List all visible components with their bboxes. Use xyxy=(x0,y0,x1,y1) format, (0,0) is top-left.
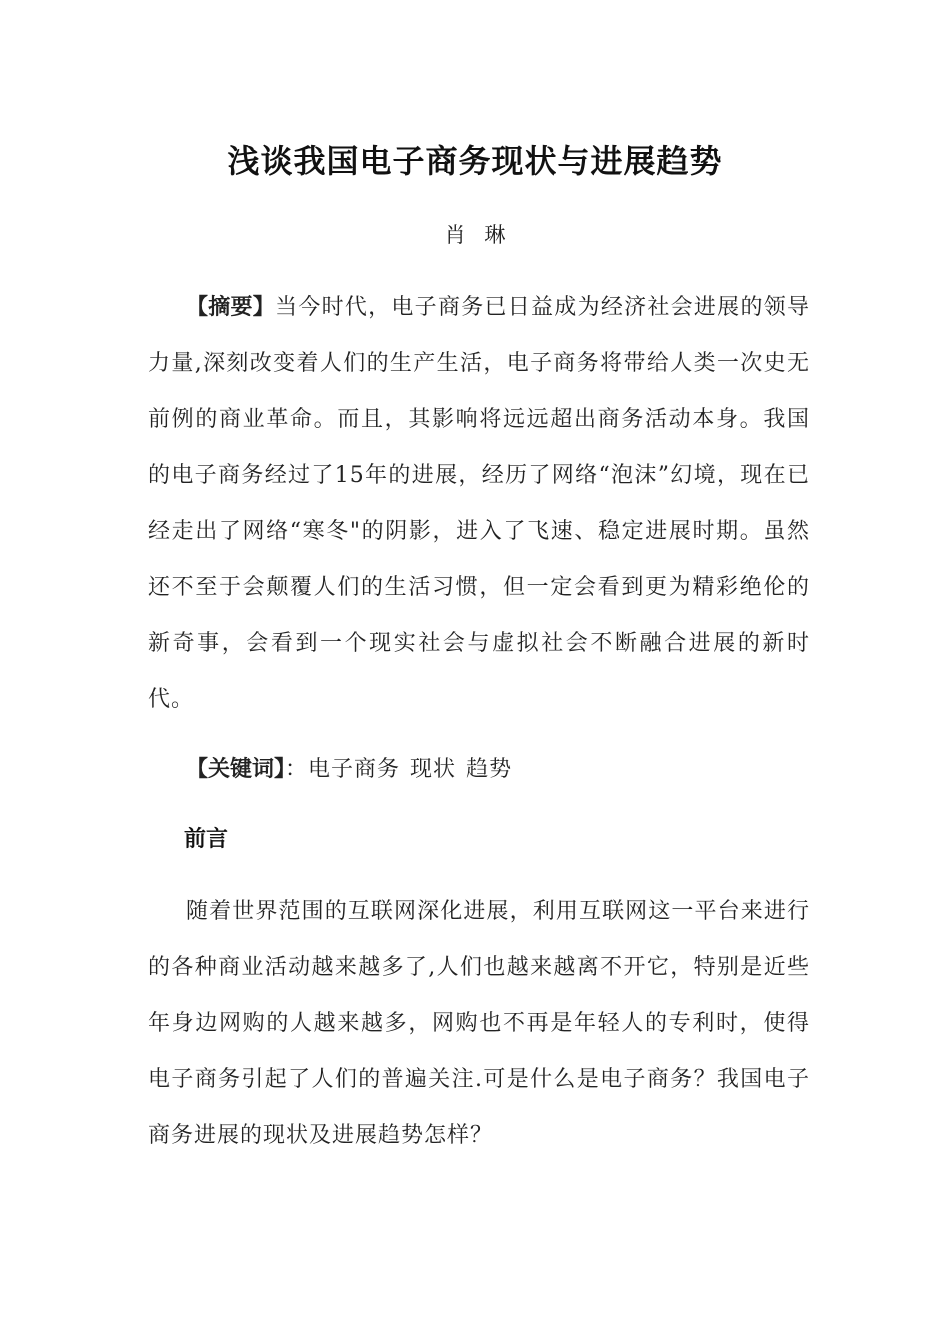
keywords-separator: ： xyxy=(285,757,309,782)
abstract-label: 【摘要】 xyxy=(186,295,276,320)
author-name: 肖 琳 xyxy=(444,223,506,247)
keyword-item: 电子商务 xyxy=(308,757,401,782)
keywords-line xyxy=(148,742,810,798)
abstract-text: 当今时代，电子商务已日益成为经济社会进展的领导力量,深刻改变着人们的生产生活，电子商务将带给人类一次史无前例的商业革命。而且，其影响将远远超出商务活动本身。我国的电子商务经过了15年的进展，经历了网络“泡沫”幻境，现在已经走出了网络“寒冬"的阴影，进入了飞速、稳定进展时期。虽然还不至于会颠覆人们的生活习惯，但一定会看到更为精彩绝伦的新奇事，会看到一个现实社会与虚拟社会不断融合进展的新时代。 xyxy=(148,295,810,712)
document-title: 浅谈我国电子商务现状与进展趋势 xyxy=(227,142,723,180)
keyword-item: 趋势 xyxy=(466,757,513,782)
abstract-paragraph xyxy=(148,280,810,728)
keyword-item: 现状 xyxy=(410,757,457,782)
preface-paragraph: 随着世界范围的互联网深化进展，利用互联网这一平台来进行的各种商业活动越来越多了,人们也越来越离不开它，特别是近些年身边网购的人越来越多，网购也不再是年轻人的专利时，使得电子商务引起了人们的普遍关注.可是什么是电子商务？我国电子商务进展的现状及进展趋势怎样？ xyxy=(148,899,810,1148)
keywords-label: 【关键词】 xyxy=(186,757,286,782)
preface-heading: 前言 xyxy=(184,827,229,852)
